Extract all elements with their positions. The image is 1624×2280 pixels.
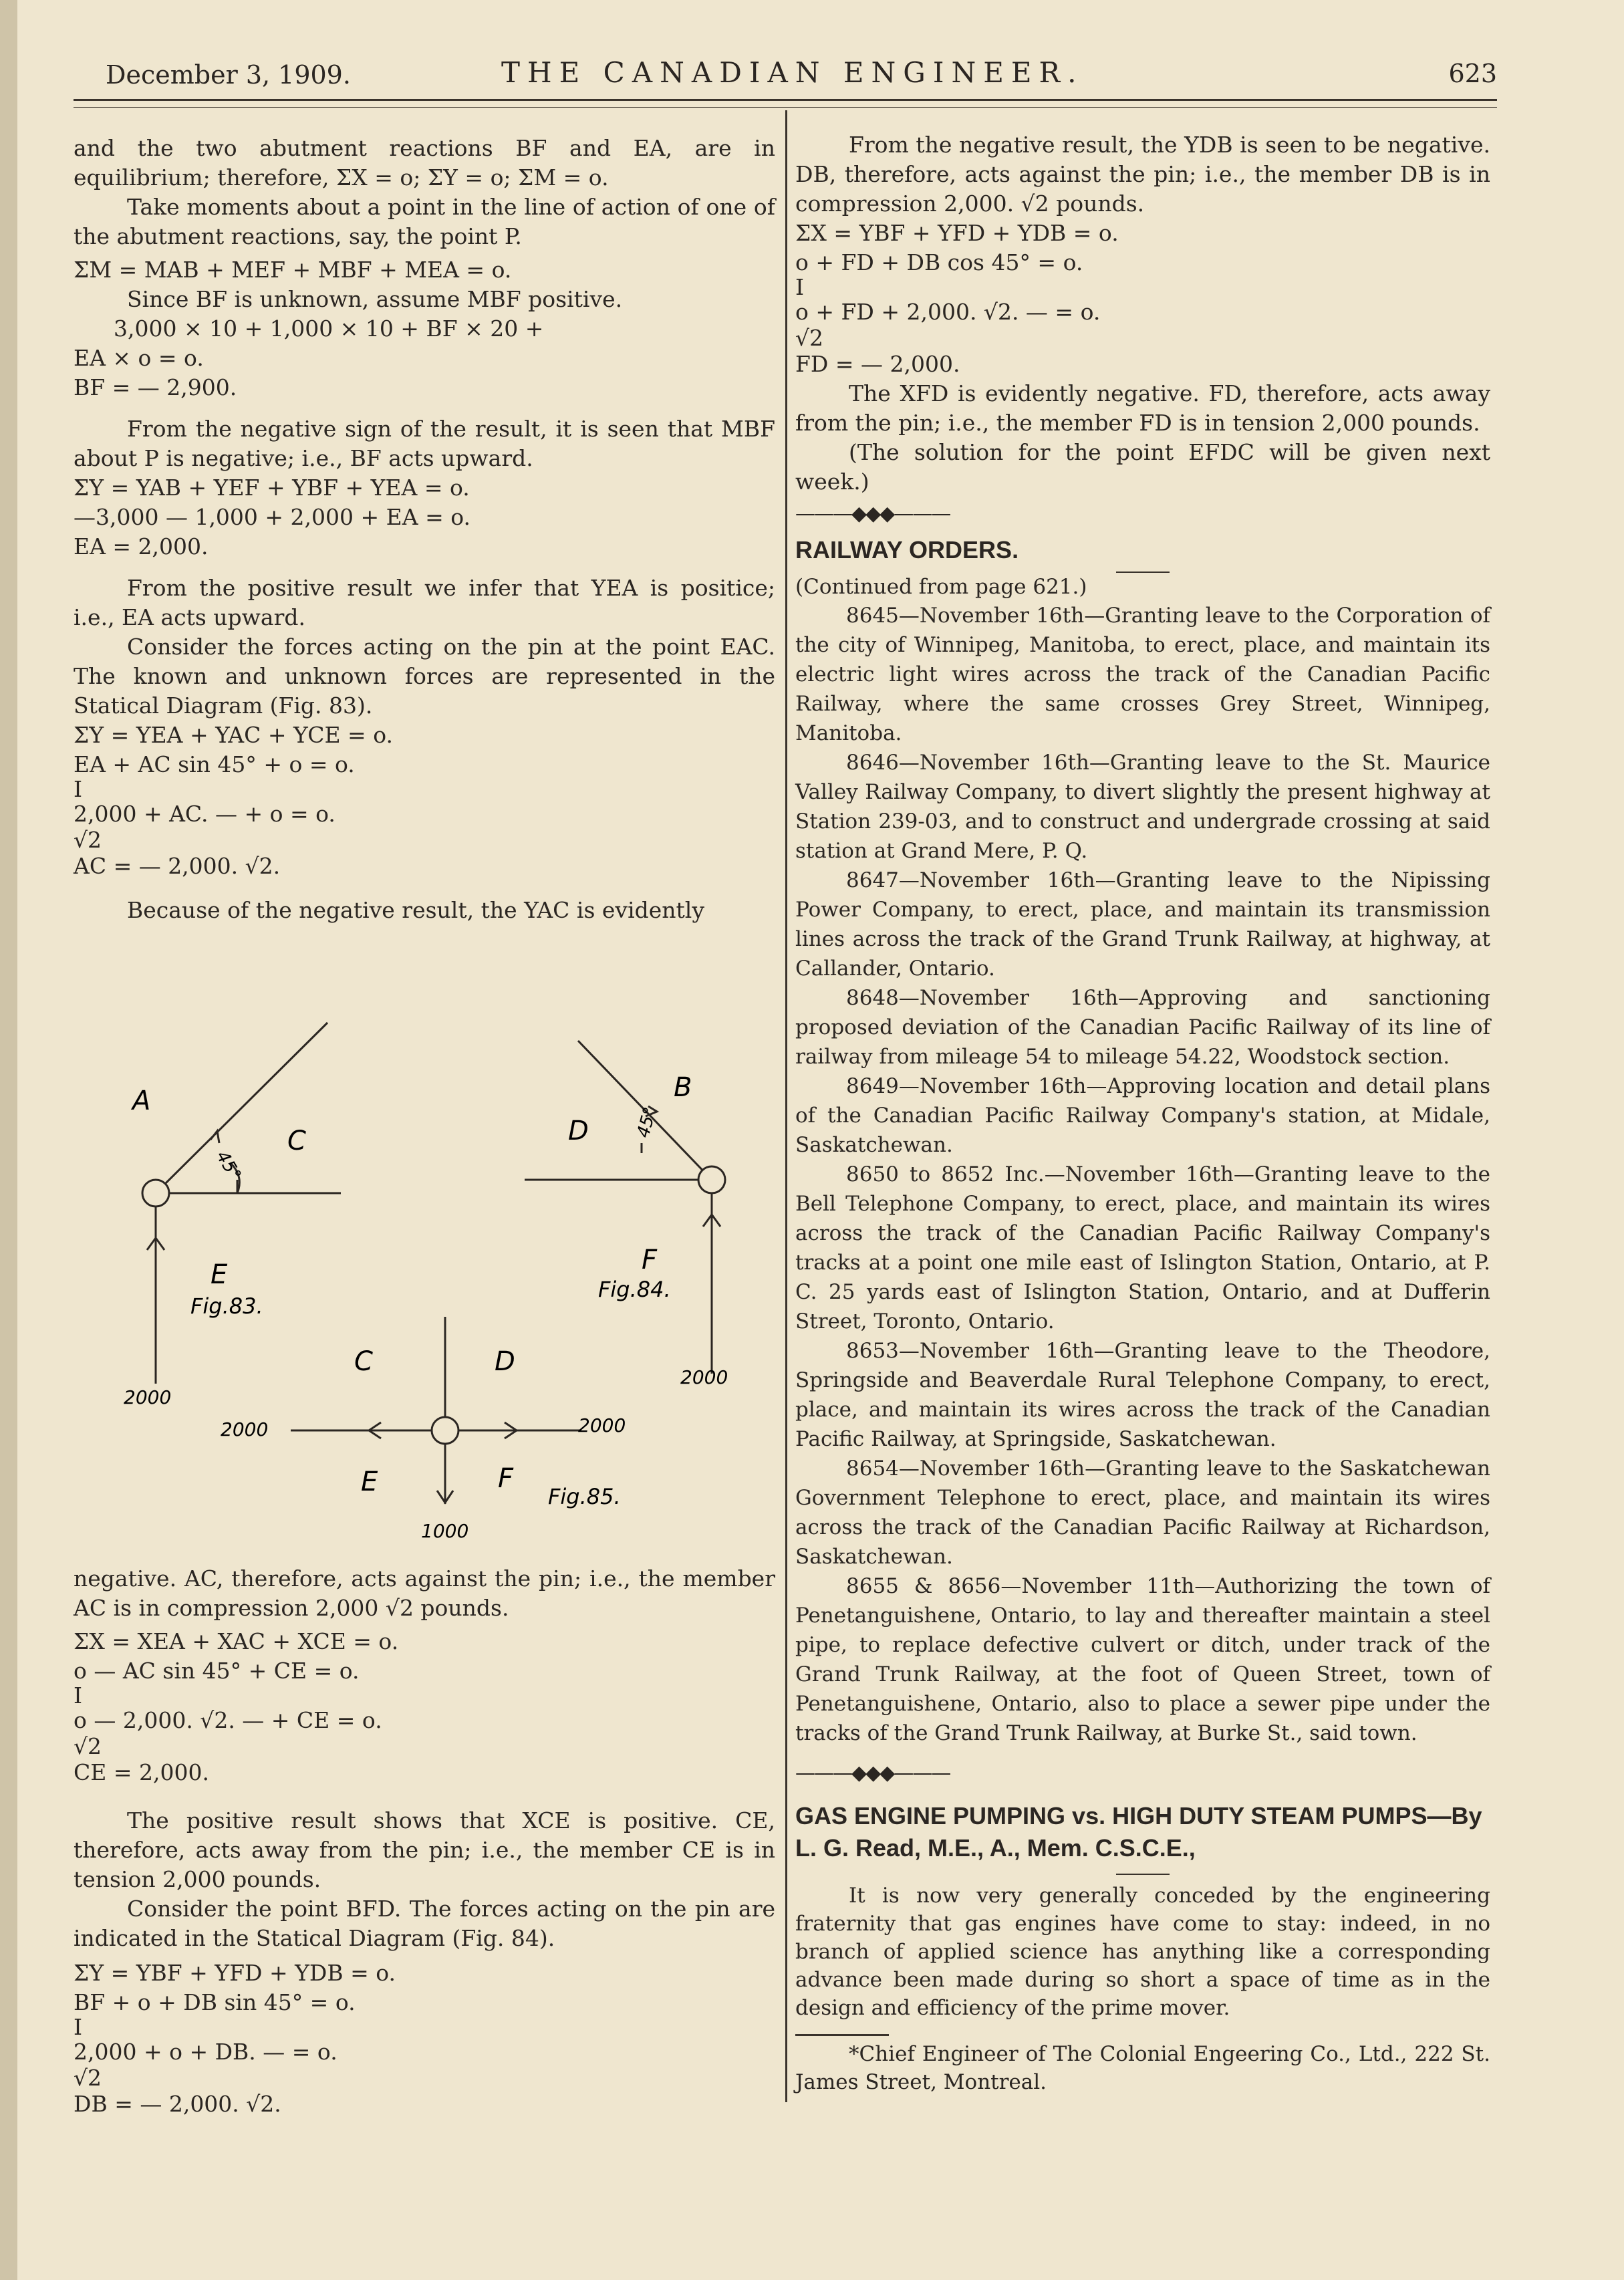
fig-84: [525, 1041, 725, 1374]
equation: BF + o + DB sin 45° = o.: [74, 1989, 356, 2015]
paragraph: From the negative result, the YDB is seen to be negative. DB, therefore, acts against the pin; i.e., the member DB is in compression 2,000. √2 pounds.: [795, 132, 1490, 217]
equation: I: [74, 776, 83, 802]
fig84-label-b: B: [674, 1072, 692, 1103]
paragraph: The positive result shows that XCE is positive. CE, therefore, acts away from the pin; i.e., the member CE is in tension 2,000 pounds.: [74, 1807, 775, 1892]
equation: 2,000 + o + DB. — = o.: [74, 2039, 337, 2065]
fig83-label-e: E: [211, 1259, 228, 1290]
pin-bfd: [698, 1166, 725, 1193]
footnote-rule: [795, 2034, 889, 2036]
fig85-label-e: E: [361, 1467, 378, 1497]
equation: I: [74, 2014, 83, 2040]
equation: CE = 2,000.: [74, 1759, 209, 1785]
equation: —3,000 — 1,000 + 2,000 + EA = o.: [74, 504, 470, 530]
fig83-label-a: A: [132, 1086, 151, 1116]
order-item: 8645—November 16th—Granting leave to the Corporation of the city of Winnipeg, Manitoba, to erect, place, and maintain its electric light wires across the track of the Canadian Pacific Railway, where the same crosses Grey Street, Winnipeg, Manitoba.: [795, 604, 1490, 745]
equation: ΣX = YBF + YFD + YDB = o.: [795, 220, 1119, 246]
equation: AC = — 2,000. √2.: [74, 853, 281, 879]
order-item: 8653—November 16th—Granting leave to the Theodore, Springside and Beaverdale Rural Telephone Company, to erect, place, and maintain its wires across the track of the Canadian Pacific Railway, at Springside, Saskatchewan.: [795, 1339, 1490, 1451]
equation: FD = — 2,000.: [795, 351, 960, 377]
header-rule: [74, 99, 1497, 101]
column-divider: [785, 110, 787, 2102]
fig85-left-force: 2000: [221, 1418, 269, 1440]
fig85-right-force: 2000: [578, 1414, 626, 1436]
paragraph: Consider the point BFD. The forces acting on the pin are indicated in the Statical Diagram (Fig. 84).: [74, 1896, 775, 1951]
equation: 2,000 + AC. — + o = o.: [74, 801, 335, 827]
equation: √2: [74, 1733, 102, 1759]
equation: √2: [74, 827, 102, 853]
left-column-bottom: [74, 1564, 775, 2119]
header-date: December 3, 1909.: [106, 60, 351, 90]
binding-gutter: [0, 0, 17, 2280]
paragraph: From the positive result we infer that YEA is positice; i.e., EA acts upward.: [74, 575, 775, 630]
footnote: *Chief Engineer of The Colonial Engeering Co., Ltd., 222 St. James Street, Montreal.: [795, 2042, 1490, 2094]
fig83-angle: 45°: [212, 1147, 245, 1184]
fig84-angle: 45°: [633, 1105, 661, 1140]
fig84-label-f: F: [642, 1245, 658, 1275]
order-item: 8646—November 16th—Granting leave to the St. Maurice Valley Railway Company, to divert slightly the present highway at Station 239-03, and to construct and undergrade crossing at said station at Grand Mere, P. Q.: [795, 751, 1490, 863]
pin-cdef: [432, 1417, 458, 1444]
left-column-top: [74, 134, 775, 925]
equation: EA × o = o.: [74, 345, 204, 371]
paragraph: and the two abutment reactions BF and EA, are in equilibrium; therefore, ΣX = o; ΣY = o; ΣM = o.: [74, 135, 775, 191]
order-item: 8647—November 16th—Granting leave to the Nipissing Power Company, to erect, place, and maintain its transmission lines across the track of the Grand Trunk Railway, at highway, at Callander, Ontario.: [795, 868, 1490, 981]
fig84-force: 2000: [680, 1366, 728, 1388]
arrow-diag: [211, 1131, 219, 1143]
equation: EA = 2,000.: [74, 533, 209, 559]
title-underline: [1116, 1874, 1170, 1875]
ornament-divider: ———◆◆◆———: [795, 502, 950, 525]
fig85-label-f: F: [498, 1463, 514, 1494]
fig85-label-c: C: [354, 1346, 373, 1377]
fig83-label-c: C: [287, 1126, 306, 1156]
fig85-caption: Fig.85.: [548, 1484, 621, 1509]
order-item: 8650 to 8652 Inc.—November 16th—Granting leave to the Bell Telephone Company, to erect, place, and maintain its wires across the track of the Canadian Pacific Railway Company's tracks at a point one mile east of Islington Station, Ontario, at P. C. 25 yards east of Islington Station, Ontario, and at Dufferin Street, Toronto, Ontario.: [795, 1162, 1490, 1334]
equation: o + FD + DB cos 45° = o.: [795, 249, 1083, 275]
order-item: 8655 & 8656—November 11th—Authorizing the town of Penetanguishene, Ontario, to lay and thereafter maintain a steel pipe, to replace defective culvert or ditch, under track of the Grand Trunk Railway, at the foot of Queen Street, town of Penetanguishene, Ontario, also to place a sewer pipe under the tracks of the Grand Trunk Railway, at Burke St., said town.: [795, 1574, 1490, 1745]
equation: o — 2,000. √2. — + CE = o.: [74, 1707, 382, 1733]
equation: ΣY = YEA + YAC + YCE = o.: [74, 722, 393, 748]
page-header: [100, 55, 1497, 95]
equation: BF = — 2,900.: [74, 374, 237, 400]
railway-orders-subtitle: (Continued from page 621.): [795, 575, 1087, 599]
right-column: [795, 130, 1490, 2096]
paragraph: negative. AC, therefore, acts against the pin; i.e., the member AC is in compression 2,000 √2 pounds.: [74, 1565, 775, 1621]
equation: I: [795, 274, 805, 300]
equation: o + FD + 2,000. √2. — = o.: [795, 299, 1101, 325]
railway-orders-title: RAILWAY ORDERS.: [795, 536, 1019, 563]
fig85-down-force: 1000: [421, 1520, 469, 1542]
paragraph: Because of the negative result, the YAC is evidently: [127, 897, 704, 923]
fig-85: [291, 1317, 581, 1504]
fig84-label-d: D: [568, 1116, 589, 1146]
equation: o — AC sin 45° + CE = o.: [74, 1658, 360, 1684]
railway-orders-list: [795, 601, 1490, 1748]
order-item: 8654—November 16th—Granting leave to the Saskatchewan Government Telephone to erect, place, and maintain its wires across the track of the Canadian Pacific Railway at Richardson, Saskatchewan.: [795, 1456, 1490, 1569]
paragraph: Take moments about a point in the line of action of one of the abutment reactions, say, the point P.: [74, 194, 775, 249]
order-item: 8649—November 16th—Approving location and detail plans of the Canadian Pacific Railway Company's station, at Midale, Saskatchewan.: [795, 1074, 1490, 1157]
equation: √2: [795, 325, 824, 351]
article-paragraph: It is now very generally conceded by the engineering fraternity that gas engines have come to stay: indeed, in no branch of applied science has anything like a corresponding advance been made during so short a space of time as in the design and efficiency of the prime mover.: [795, 1884, 1490, 2020]
equation: ΣM = MAB + MEF + MBF + MEA = o.: [74, 257, 512, 283]
equation: EA + AC sin 45° + o = o.: [74, 751, 355, 777]
fig-83: [142, 1023, 341, 1384]
equation: ΣY = YBF + YFD + YDB = o.: [74, 1960, 396, 1986]
header-title: THE CANADIAN ENGINEER.: [501, 56, 1084, 89]
paragraph: From the negative sign of the result, it is seen that MBF about P is negative; i.e., BF acts upward.: [74, 416, 775, 471]
fig83-force: 2000: [124, 1386, 172, 1408]
statical-diagrams: [100, 989, 769, 1564]
paragraph: Since BF is unknown, assume MBF positive.: [127, 286, 623, 312]
article-title: GAS ENGINE PUMPING vs. HIGH DUTY STEAM PUMPS—By L. G. Read, M.E., A., Mem. C.S.C.E.,: [795, 1802, 1482, 1862]
equation: ΣX = XEA + XAC + XCE = o.: [74, 1628, 399, 1654]
paragraph: The XFD is evidently negative. FD, therefore, acts away from the pin; i.e., the member FD is in tension 2,000 pounds.: [795, 380, 1490, 436]
equation: ΣY = YAB + YEF + YBF + YEA = o.: [74, 475, 470, 501]
paragraph: Consider the forces acting on the pin at the point EAC. The known and unknown forces are represented in the Statical Diagram (Fig. 83).: [74, 634, 775, 719]
fig85-label-d: D: [495, 1346, 515, 1377]
header-rule-thin: [74, 107, 1497, 108]
header-page-number: 623: [1448, 59, 1497, 88]
equation: DB = — 2,000. √2.: [74, 2091, 281, 2117]
paragraph: (The solution for the point EFDC will be given next week.): [795, 439, 1490, 495]
ornament-divider: ———◆◆◆———: [795, 1761, 950, 1785]
order-item: 8648—November 16th—Approving and sanctioning proposed deviation of the Canadian Pacific Railway of its line of railway from mileage 54 to mileage 54.22, Woodstock section.: [795, 986, 1490, 1069]
pin-eac: [142, 1180, 169, 1207]
fig83-caption: Fig.83.: [190, 1293, 263, 1319]
equation: I: [74, 1682, 83, 1708]
fig84-caption: Fig.84.: [598, 1277, 671, 1302]
equation: 3,000 × 10 + 1,000 × 10 + BF × 20 +: [114, 315, 544, 342]
equation: √2: [74, 2065, 102, 2091]
